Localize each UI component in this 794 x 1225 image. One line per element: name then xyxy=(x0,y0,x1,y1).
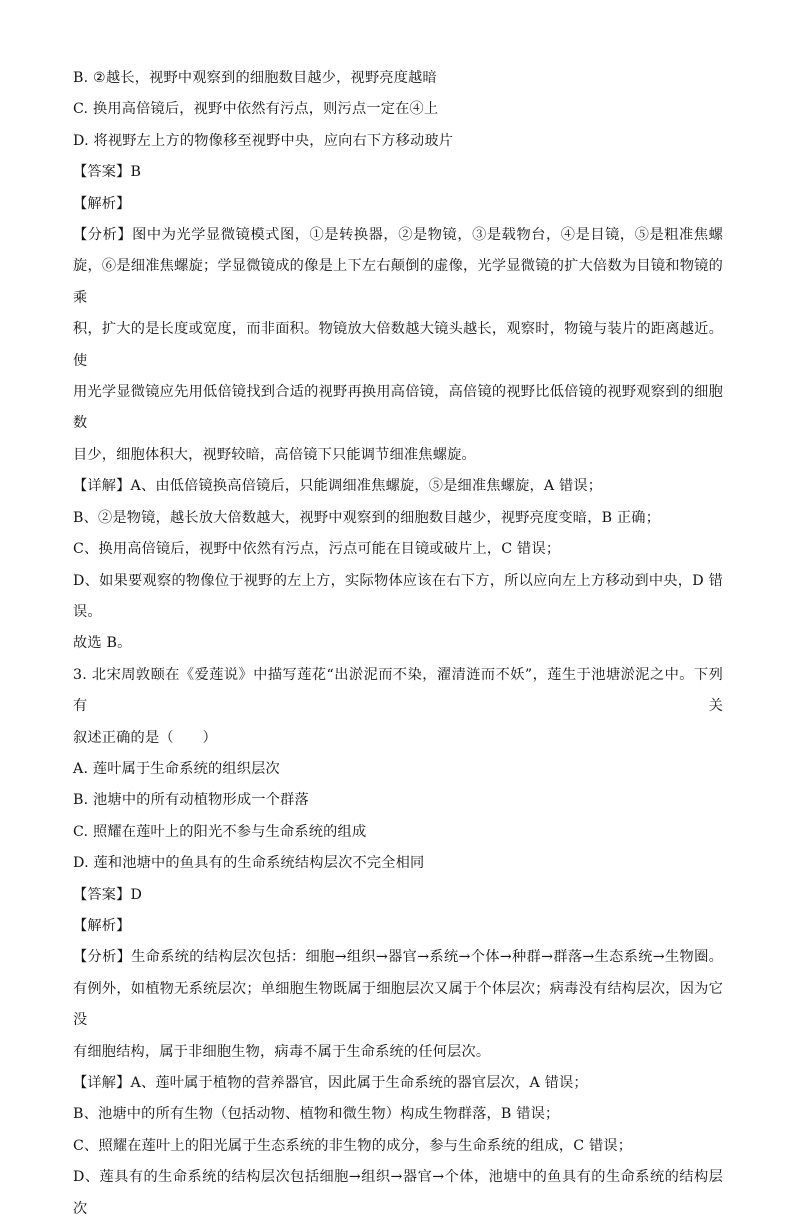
question-3-stem-continuation: 叙述正确的是（ ） xyxy=(73,729,217,746)
answer-label: 【答案】B xyxy=(73,164,142,181)
option-d-text: D. 将视野左上方的物像移至视野中央，应向右下方移动玻片 xyxy=(73,132,454,149)
option-c-text: C. 换用高倍镜后，视野中依然有污点，则污点一定在④上 xyxy=(73,101,439,118)
question-3-analysis-line: 有例外，如植物无系统层次；单细胞生物既属于细胞层次又属于个体层次；病毒没有结构层次，因为它没 xyxy=(73,980,723,1029)
question-3-option-c: C. 照耀在莲叶上的阳光不参与生命系统的组成 xyxy=(73,823,367,840)
question-3-stem: 3. 北宋周敦颐在《爱莲说》中描写莲花“出淤泥而不染，濯清涟而不妖”，莲生于池塘淤泥之中。下列有关 xyxy=(73,666,723,715)
question-3-option-d: D. 莲和池塘中的鱼具有的生命系统结构层次不完全相同 xyxy=(73,855,425,872)
detail-line: 【详解】A、由低倍镜换高倍镜后，只能调细准焦螺旋，⑤是细准焦螺旋，A 错误； xyxy=(73,478,603,495)
detail-line: 误。 xyxy=(73,603,102,620)
analysis-line: 【分析】图中为光学显微镜模式图，①是转换器，②是物镜，③是载物台，④是目镜，⑤是粗准焦螺 xyxy=(73,227,723,244)
question-3-detail-line: C、照耀在莲叶上的阳光属于生态系统的非生物的成分，参与生命系统的组成，C 错误； xyxy=(73,1137,633,1154)
detail-line: C、换用高倍镜后，视野中依然有污点，污点可能在目镜或破片上，C 错误； xyxy=(73,541,561,558)
option-b-text: B. ②越长，视野中观察到的细胞数目越少，视野亮度越暗 xyxy=(73,70,437,86)
question-3-analysis-line: 有细胞结构，属于非细胞生物，病毒不属于生命系统的任何层次。 xyxy=(73,1043,491,1060)
question-3-answer: 【答案】D xyxy=(73,886,143,903)
question-3-analysis-heading: 【解析】 xyxy=(73,917,131,934)
analysis-line: 目少，细胞体积大，视野较暗，高倍镜下只能调节细准焦螺旋。 xyxy=(73,446,476,463)
question-3-option-a: A. 莲叶属于生命系统的组织层次 xyxy=(73,760,280,777)
choice-line: 故选 B。 xyxy=(73,635,132,652)
document-content xyxy=(73,63,723,1225)
question-3-analysis-line: 【分析】生命系统的结构层次包括：细胞→组织→器官→系统→个体→种群→群落→生态系统→生物圈。 xyxy=(73,949,723,966)
question-3-detail-line: D、莲具有的生命系统的结构层次包括细胞→组织→器官→个体，池塘中的鱼具有的生命系统的结构层次 xyxy=(73,1169,723,1217)
analysis-line: 积，扩大的是长度或宽度，而非面积。物镜放大倍数越大镜头越长，观察时，物镜与装片的距离越近。使 xyxy=(73,321,723,369)
analysis-line: 用光学显微镜应先用低倍镜找到合适的视野再换用高倍镜，高倍镜的视野比低倍镜的视野观察到的细胞数 xyxy=(73,384,723,432)
analysis-heading: 【解析】 xyxy=(73,195,131,212)
question-3-option-b: B. 池塘中的所有动植物形成一个群落 xyxy=(73,792,309,809)
question-3-detail-line: 【详解】A、莲叶属于植物的营养器官，因此属于生命系统的器官层次，A 错误； xyxy=(73,1075,588,1091)
detail-line: D、如果要观察的物像位于视野的左上方，实际物体应该在右下方，所以应向左上方移动到中央，D 错 xyxy=(73,572,723,589)
detail-line: B、②是物镜，越长放大倍数越大，视野中观察到的细胞数目越少，视野亮度变暗，B 正确； xyxy=(73,509,661,526)
analysis-line: 旋，⑥是细准焦螺旋；学显微镜成的像是上下左右颠倒的虚像，光学显微镜的扩大倍数为目镜和物镜的乘 xyxy=(73,258,723,306)
question-3-detail-line: B、池塘中的所有生物（包括动物、植物和微生物）构成生物群落，B 错误； xyxy=(73,1106,560,1123)
